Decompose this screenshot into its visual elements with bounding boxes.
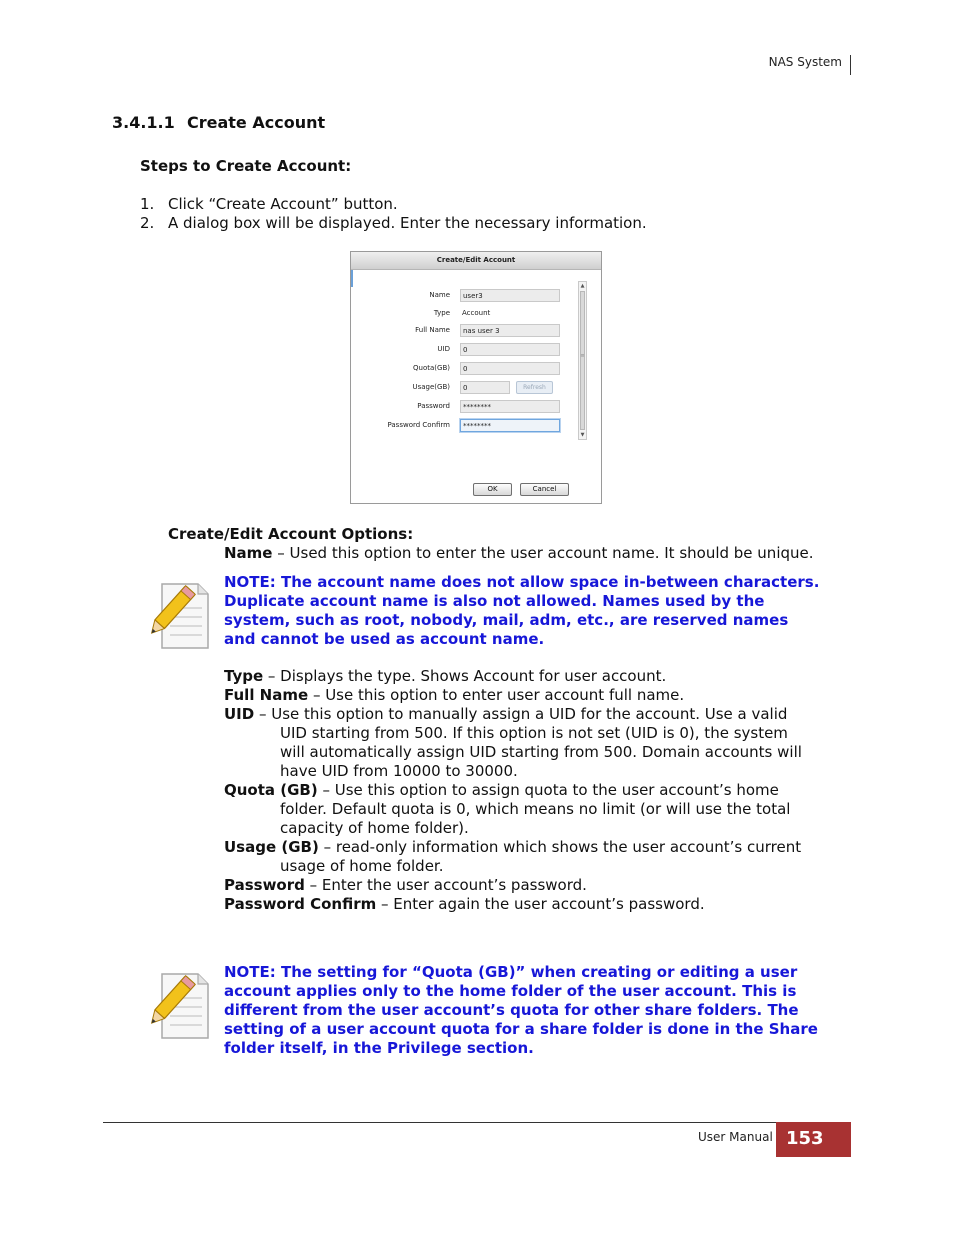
options-heading: Create/Edit Account Options: <box>168 525 414 543</box>
note-quota: NOTE: The setting for “Quota (GB)” when creating or editing a user account applies only to the home folder of the user account. This is different from the user account’s quota for other share folders. The setting of a user account quota for a share folder is done in the Share folder itself, in the Privilege section. <box>224 963 818 1057</box>
password-confirm-option: Password Confirm – Enter again the user account’s password. <box>224 895 705 913</box>
full-name-input[interactable]: nas user 3 <box>460 324 560 337</box>
uid-option: UID – Use this option to manually assign a UID for the account. Use a valid <box>224 705 788 723</box>
footer-label: User Manual <box>698 1130 773 1144</box>
step-item: 2. A dialog box will be displayed. Enter the necessary information. <box>140 214 647 232</box>
password-input[interactable]: ******** <box>460 400 560 413</box>
quota-option-cont: folder. Default quota is 0, which means no limit (or will use the total capacity of home folder). <box>280 800 791 837</box>
create-edit-account-dialog <box>350 251 602 504</box>
scroll-thumb[interactable] <box>580 291 585 430</box>
steps-heading: Steps to Create Account: <box>140 157 352 175</box>
type-row <box>351 307 566 322</box>
usage-option: Usage (GB) – read-only information which shows the user account’s current <box>224 838 802 856</box>
password-confirm-input[interactable]: ******** <box>460 419 560 432</box>
type-option: Type – Displays the type. Shows Account for user account. <box>224 667 667 685</box>
step-item: 1. Click “Create Account” button. <box>140 195 398 213</box>
pencil-note-icon <box>140 968 212 1040</box>
uid-input[interactable]: 0 <box>460 343 560 356</box>
quota-option: Quota (GB) – Use this option to assign quota to the user account’s home <box>224 781 779 799</box>
full-name-option: Full Name – Use this option to enter user account full name. <box>224 686 685 704</box>
scroll-grip-icon: ≡ <box>580 353 585 359</box>
password-option: Password – Enter the user account’s password. <box>224 876 587 894</box>
type-label: Type <box>433 309 450 317</box>
password-label: Password <box>417 402 450 410</box>
password-row <box>351 400 566 415</box>
dialog-title: Create/Edit Account <box>351 252 601 270</box>
pencil-note-icon <box>140 578 212 650</box>
note-account-name: NOTE: The account name does not allow space in-between characters. Duplicate account name is also not allowed. Names used by the system, such as root, nobody, mail, adm, etc., are reserved names and cannot be used as account name. <box>224 573 820 648</box>
password-confirm-label: Password Confirm <box>387 421 450 429</box>
running-header: NAS System <box>768 55 842 69</box>
usage-field: 0 <box>460 381 510 394</box>
type-value: Account <box>462 309 491 317</box>
uid-row <box>351 343 566 358</box>
name-row <box>351 289 566 304</box>
section-number: 3.4.1.1 <box>112 113 175 132</box>
quota-row <box>351 362 566 377</box>
name-label: Name <box>429 291 450 299</box>
refresh-button[interactable]: Refresh <box>516 381 553 394</box>
dialog-edge-mark <box>351 270 353 287</box>
usage-row <box>351 381 566 396</box>
usage-label: Usage(GB) <box>412 383 450 391</box>
password-confirm-row <box>351 419 566 434</box>
name-input[interactable]: user3 <box>460 289 560 302</box>
scroll-up-icon[interactable]: ▲ <box>580 283 585 289</box>
header-divider <box>850 55 851 75</box>
name-term: Name <box>224 544 273 562</box>
ok-button[interactable]: OK <box>473 483 512 496</box>
full-name-row <box>351 324 566 339</box>
quota-input[interactable]: 0 <box>460 362 560 375</box>
name-option: Name – Used this option to enter the user account name. It should be unique. <box>224 544 814 562</box>
section-heading <box>112 113 325 132</box>
full-name-label: Full Name <box>415 326 450 334</box>
dialog-scrollbar[interactable] <box>578 281 587 440</box>
section-title: Create Account <box>187 113 326 132</box>
footer-divider <box>103 1122 851 1123</box>
uid-label: UID <box>437 345 450 353</box>
usage-option-cont: usage of home folder. <box>280 857 444 875</box>
cancel-button[interactable]: Cancel <box>520 483 569 496</box>
uid-option-cont: UID starting from 500. If this option is not set (UID is 0), the system will automatically assign UID starting from 500. Domain accounts will have UID from 10000 to 30000. <box>280 724 802 780</box>
quota-label: Quota(GB) <box>413 364 450 372</box>
page-number: 153 <box>786 1128 824 1149</box>
scroll-down-icon[interactable]: ▼ <box>580 432 585 438</box>
